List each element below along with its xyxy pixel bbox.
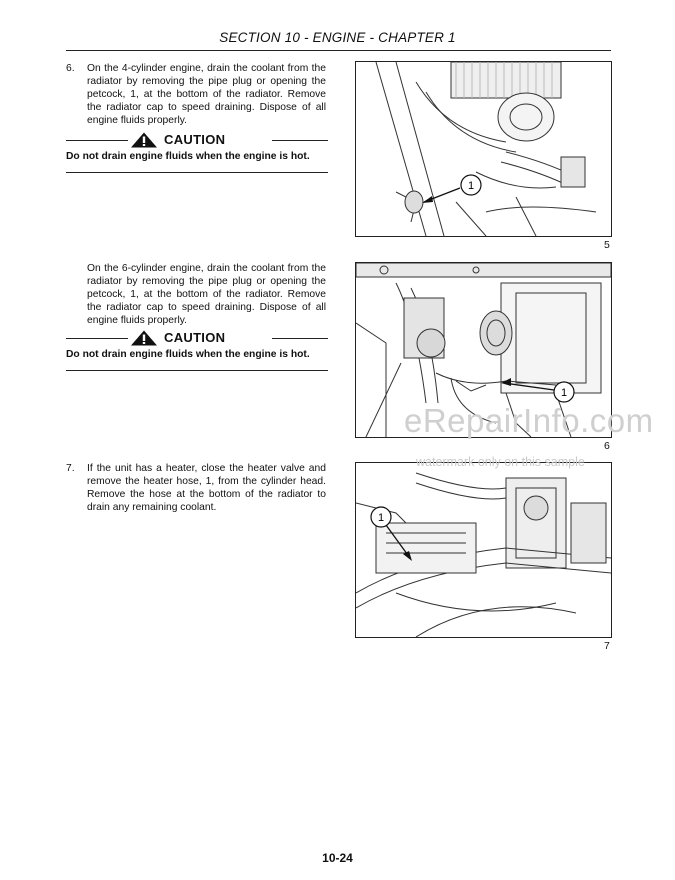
step-6	[66, 62, 326, 127]
warning-triangle-icon	[130, 132, 158, 148]
caution-rule-right	[272, 140, 328, 141]
caution-box-1	[66, 133, 328, 173]
callout-1-label: 1	[560, 387, 568, 399]
caution-box-2	[66, 331, 328, 371]
caution-message: Do not drain engine fluids when the engine is hot.	[66, 151, 310, 162]
caution-rule-right	[272, 338, 328, 339]
callout-1-label: 1	[467, 180, 475, 192]
caution-bottom-rule	[66, 370, 328, 371]
step-text: If the unit has a heater, close the heater valve and remove the heater hose, 1, from the cylinder head. Remove the hose at the bottom of the radiator to drain any remaining coolant.	[87, 463, 326, 513]
page-number: 10-24	[322, 851, 353, 865]
figure-number-7: 7	[604, 640, 610, 652]
step-7	[66, 462, 326, 514]
step-6-six-cylinder	[66, 262, 326, 327]
caution-label: CAUTION	[164, 330, 226, 345]
page-header-title: SECTION 10 - ENGINE - CHAPTER 1	[219, 30, 456, 45]
watermark-main: eRepairInfo.com	[404, 402, 654, 439]
heater-hose-illustration	[356, 463, 611, 637]
step-number: 6.	[66, 63, 75, 74]
caution-rule-left	[66, 140, 128, 141]
caution-bottom-rule	[66, 172, 328, 173]
radiator-illustration	[356, 62, 611, 236]
figure-7-heater-hose	[355, 462, 612, 638]
caution-message: Do not drain engine fluids when the engine is hot.	[66, 349, 310, 360]
warning-triangle-icon	[130, 330, 158, 346]
step-number: 7.	[66, 463, 75, 474]
caution-rule-left	[66, 338, 128, 339]
callout-1-label: 1	[377, 512, 385, 524]
figure-5-radiator-4cyl	[355, 61, 612, 237]
caution-label: CAUTION	[164, 132, 226, 147]
step-text: On the 6-cylinder engine, drain the coolant from the radiator by removing the pipe plug or opening the petcock, 1, at the bottom of the radiator. Remove the radiator cap to speed draining. Dispose of all engine fluids properly.	[87, 263, 326, 326]
header-rule	[66, 50, 611, 51]
watermark-sub: watermark only on this sample	[416, 455, 585, 469]
figure-number-5: 5	[604, 239, 610, 251]
step-text: On the 4-cylinder engine, drain the coolant from the radiator by removing the pipe plug or opening the petcock, 1, at the bottom of the radiator. Remove the radiator cap to speed draining. Dispose of all engine fluids properly.	[87, 63, 326, 126]
figure-number-6: 6	[604, 440, 610, 452]
